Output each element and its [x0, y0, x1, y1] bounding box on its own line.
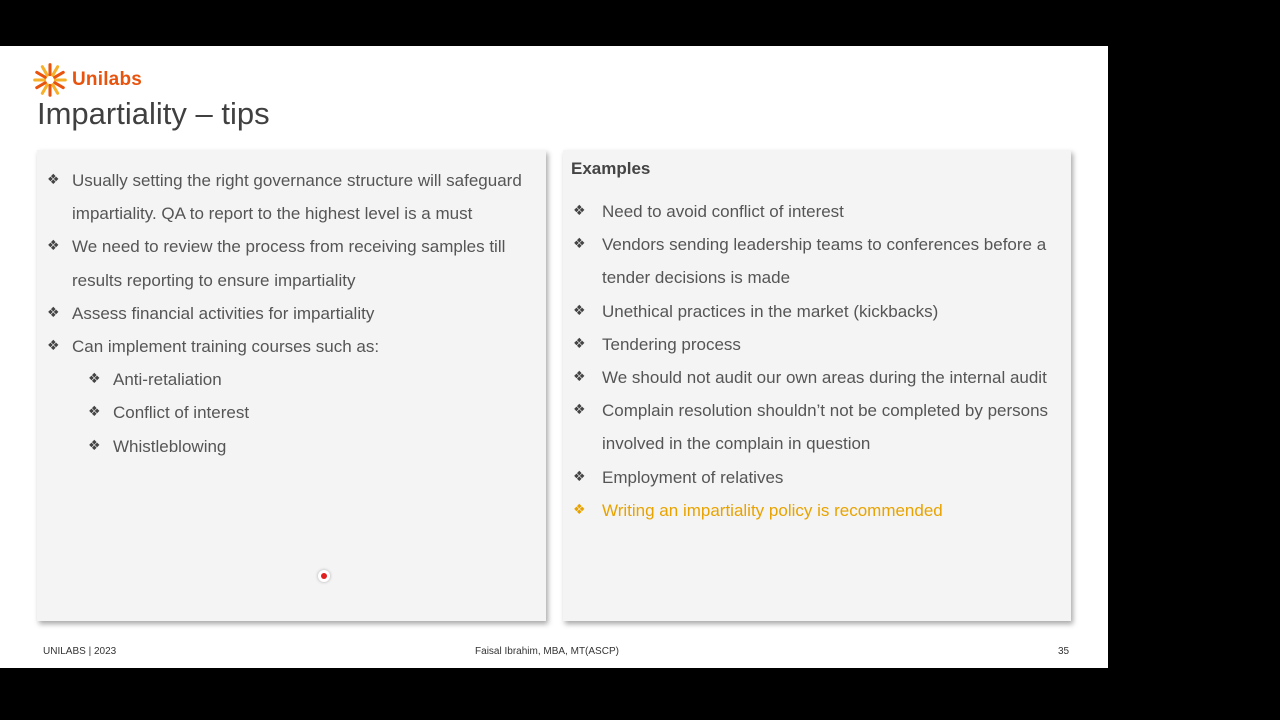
diamond-bullet-icon: ❖	[47, 338, 60, 355]
brand-logo	[32, 62, 142, 98]
sunburst-logo-icon	[32, 62, 68, 98]
bullet-text: We need to review the process from receiving samples till results reporting to ensure impartiality	[72, 237, 506, 290]
bullet-text: Usually setting the right governance structure will safeguard impartiality. QA to report to the highest level is a must	[72, 171, 522, 224]
bullet-text: We should not audit our own areas during the internal audit	[602, 368, 1047, 388]
brand-name: Unilabs	[72, 69, 143, 90]
tips-panel	[37, 150, 546, 621]
bullet-text: Vendors sending leadership teams to conferences before a tender decisions is made	[602, 235, 1047, 288]
diamond-bullet-icon: ❖	[88, 404, 101, 421]
footer-presenter: Faisal Ibrahim, MBA, MT(ASCP)	[475, 646, 619, 657]
diamond-bullet-icon: ❖	[88, 437, 101, 454]
bullet-item	[45, 330, 541, 363]
diamond-bullet-icon: ❖	[573, 501, 586, 518]
presentation-slide	[0, 46, 1108, 668]
bullet-item	[571, 328, 1067, 361]
bullet-text: Whistleblowing	[113, 436, 227, 456]
footer-company: UNILABS | 2023	[43, 646, 117, 657]
bullet-text: Conflict of interest	[113, 403, 250, 423]
tips-list	[45, 164, 541, 463]
bullet-text: Employment of relatives	[602, 467, 784, 487]
examples-heading: Examples	[571, 159, 651, 178]
examples-panel	[563, 150, 1071, 621]
examples-list	[571, 195, 1067, 527]
bullet-item	[571, 228, 1067, 294]
slide-title: Impartiality – tips	[37, 96, 270, 131]
footer-page-number: 35	[1058, 646, 1070, 657]
bullet-item	[571, 494, 1067, 527]
bullet-item	[571, 461, 1067, 494]
bullet-text: Tendering process	[602, 334, 741, 354]
diamond-bullet-icon: ❖	[573, 203, 586, 219]
diamond-bullet-icon: ❖	[573, 402, 586, 419]
bullet-item	[45, 164, 541, 230]
bullet-item	[571, 195, 1067, 228]
bullet-text: Unethical practices in the market (kickbacks)	[602, 301, 939, 321]
bullet-item	[45, 230, 541, 296]
diamond-bullet-icon: ❖	[573, 335, 586, 352]
diamond-bullet-icon: ❖	[573, 302, 586, 319]
diamond-bullet-icon: ❖	[47, 238, 60, 255]
bullet-item	[45, 297, 541, 330]
sub-bullet-item	[45, 363, 541, 396]
diamond-bullet-icon: ❖	[573, 369, 586, 386]
bullet-text: Anti-retaliation	[113, 370, 222, 390]
sub-bullet-item	[45, 430, 541, 463]
bullet-text: Need to avoid conflict of interest	[602, 202, 844, 221]
diamond-bullet-icon: ❖	[573, 468, 586, 485]
bullet-text: Assess financial activities for impartiality	[72, 303, 375, 323]
diamond-bullet-icon: ❖	[88, 371, 101, 388]
diamond-bullet-icon: ❖	[47, 172, 60, 188]
bullet-text: Complain resolution shouldn’t not be completed by persons involved in the complain in question	[602, 401, 1049, 454]
bullet-text: Can implement training courses such as:	[72, 337, 380, 357]
bullet-item	[571, 361, 1067, 394]
bullet-text: Writing an impartiality policy is recommended	[602, 500, 943, 520]
diamond-bullet-icon: ❖	[47, 304, 60, 321]
sub-bullet-item	[45, 396, 541, 429]
bullet-item	[571, 295, 1067, 328]
diamond-bullet-icon: ❖	[573, 236, 586, 253]
laser-pointer-icon	[318, 570, 330, 582]
bullet-item	[571, 394, 1067, 460]
